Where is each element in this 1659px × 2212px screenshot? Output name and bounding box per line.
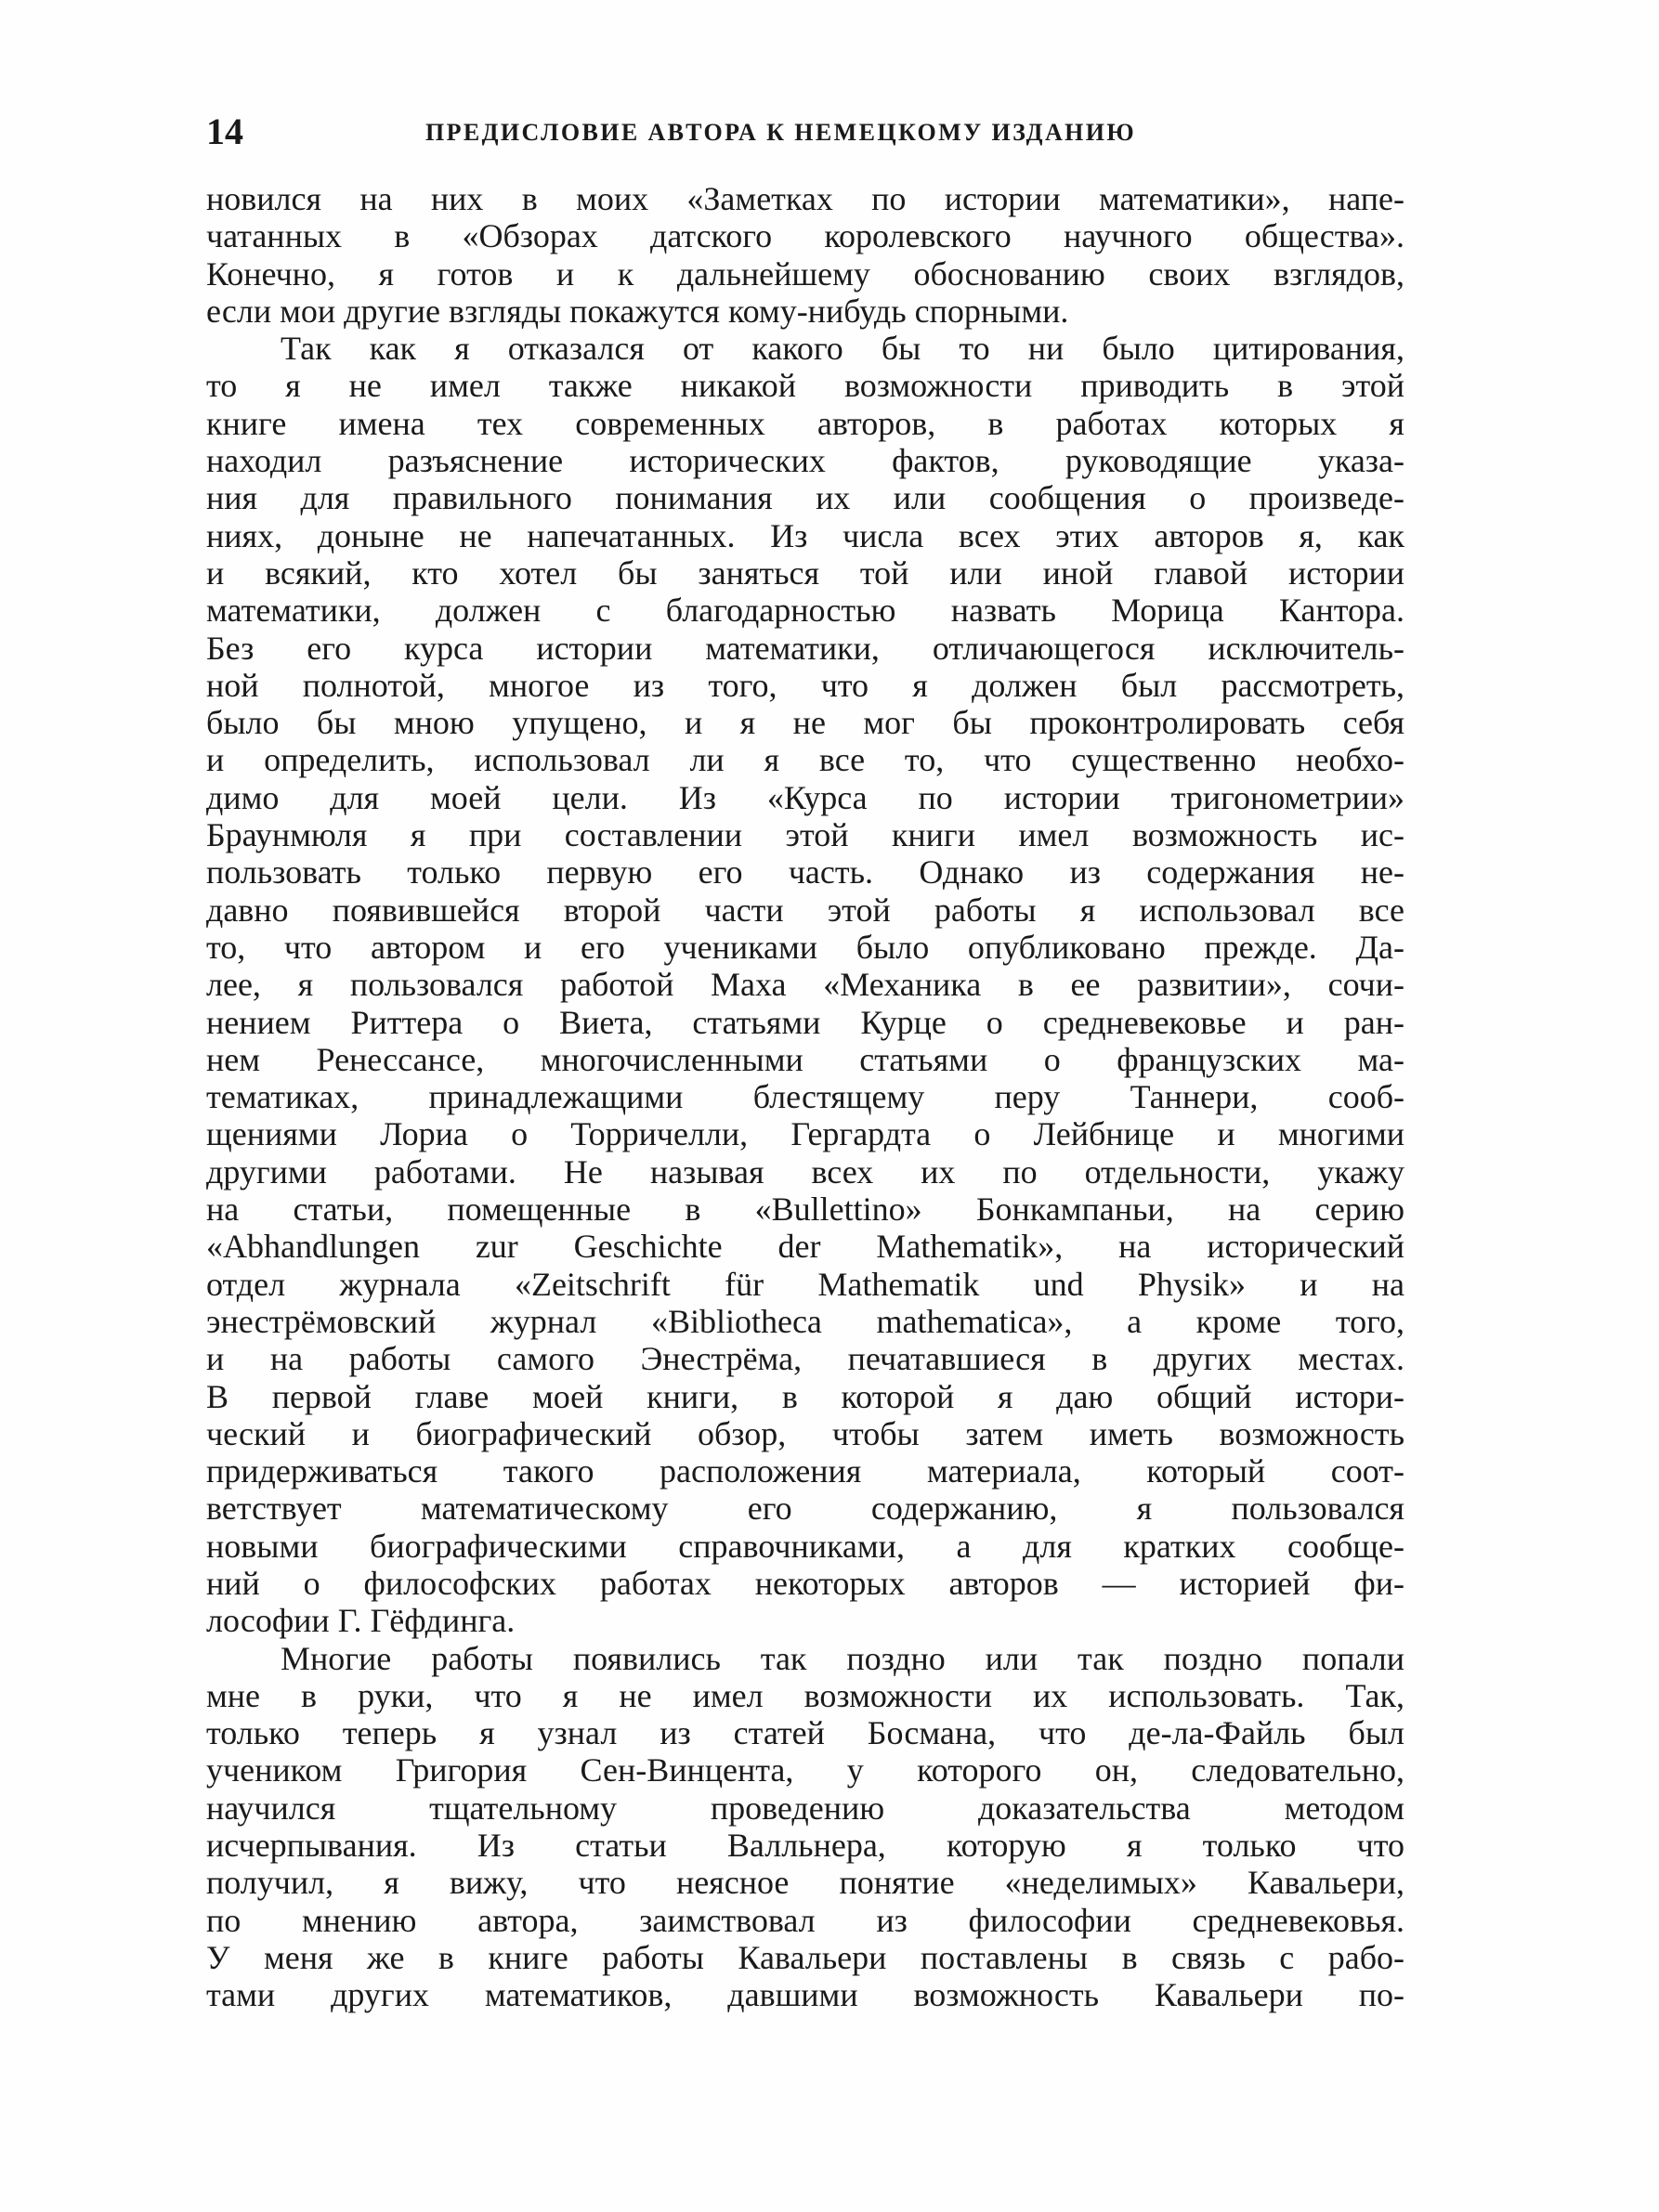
text-line: придерживаться такого расположения материала, который соот- — [206, 1452, 1404, 1490]
text-line: Без его курса истории математики, отличающегося исключитель- — [206, 629, 1404, 667]
text-line: и всякий, кто хотел бы заняться той или иной главой истории — [206, 553, 1404, 592]
text-line: давно появившейся второй части этой работы я использовал все — [206, 891, 1404, 929]
text-line: ния для правильного понимания их или сообщения о произведе- — [206, 479, 1404, 517]
text-line: лее, я пользовался работой Маха «Механика в ее развитии», сочи- — [206, 966, 1404, 1004]
text-line: В первой главе моей книги, в которой я даю общий истори- — [206, 1377, 1404, 1415]
text-line: димо для моей цели. Из «Курса по истории тригонометрии» — [206, 778, 1404, 816]
text-line: тами других математиков, давшими возможность Кавальери по- — [206, 1976, 1404, 2014]
text-line: и определить, использовал ли я все то, что существенно необхо- — [206, 741, 1404, 779]
text-line: энестрёмовский журнал «Bibliotheca mathematica», а кроме того, — [206, 1302, 1404, 1340]
text-line: другими работами. Не называя всех их по отдельности, укажу — [206, 1152, 1404, 1191]
text-line: Так как я отказался от какого бы то ни было цитирования, — [281, 330, 1404, 368]
text-line: Конечно, я готов и к дальнейшему обоснованию своих взглядов, — [206, 254, 1404, 293]
text-line: чатанных в «Обзорах датского королевского научного общества». — [206, 217, 1404, 255]
text-line: мне в руки, что я не имел возможности их использовать. Так, — [206, 1676, 1404, 1714]
text-line: на статьи, помещенные в «Bullettino» Бонкампаньи, на серию — [206, 1191, 1404, 1229]
text-line: то я не имел также никакой возможности приводить в этой — [206, 367, 1404, 405]
text-line: Браунмюля я при составлении этой книги имел возможность ис- — [206, 816, 1404, 854]
text-line: Многие работы появились так поздно или так поздно попали — [281, 1639, 1404, 1677]
text-line: учеником Григория Сен-Винцента, у которого он, следовательно, — [206, 1751, 1404, 1789]
text-line: ной полнотой, многое из того, что я должен был рассмотреть, — [206, 666, 1404, 704]
page-header — [206, 104, 1404, 160]
text-line: тематиках, принадлежащими блестящему перу Таннери, сооб- — [206, 1078, 1404, 1116]
text-line: ний о философских работах некоторых авторов — историей фи- — [206, 1564, 1404, 1602]
text-line: по мнению автора, заимствовал из философии средневековья. — [206, 1901, 1404, 1939]
text-line: и на работы самого Энестрёма, печатавшиеся в других местах. — [206, 1340, 1404, 1378]
text-line: научился тщательному проведению доказательства методом — [206, 1789, 1404, 1827]
text-line: отдел журнала «Zeitschrift für Mathematik und Physik» и на — [206, 1265, 1404, 1303]
text-line: математики, должен с благодарностью назвать Морица Кантора. — [206, 592, 1404, 630]
text-line: получил, я вижу, что неясное понятие «неделимых» Кавальери, — [206, 1864, 1404, 1902]
text-line: щениями Лориа о Торричелли, Гергардта о Лейбнице и многими — [206, 1115, 1404, 1153]
text-line: «Abhandlungen zur Geschichte der Mathematik», на исторический — [206, 1228, 1404, 1266]
text-line: нением Риттера о Виета, статьями Курце о средневековье и ран- — [206, 1003, 1404, 1041]
text-line: новился на них в моих «Заметках по истории математики», напе- — [206, 180, 1404, 217]
text-line: ческий и биографический обзор, чтобы затем иметь возможность — [206, 1414, 1404, 1452]
body-text — [206, 180, 1404, 2014]
text-line: ниях, доныне не напечатанных. Из числа всех этих авторов я, как — [206, 516, 1404, 554]
text-line: исчерпывания. Из статьи Валльнера, которую я только что — [206, 1827, 1404, 1865]
text-line: если мои другие взгляды покажутся кому-нибудь спорными. — [206, 292, 1069, 330]
text-line: только теперь я узнал из статей Босмана, что де-ла-Файль был — [206, 1714, 1404, 1752]
text-line: пользовать только первую его часть. Однако из содержания не- — [206, 853, 1404, 891]
page-number: 14 — [206, 111, 243, 152]
text-line: было бы мною упущено, и я не мог бы проконтролировать себя — [206, 704, 1404, 742]
text-line: находил разъяснение исторических фактов, руководящие указа- — [206, 442, 1404, 480]
running-head: ПРЕДИСЛОВИЕ АВТОРА К НЕМЕЦКОМУ ИЗДАНИЮ — [425, 119, 1137, 146]
text-line: лософии Г. Гёфдинга. — [206, 1602, 516, 1640]
text-line: книге имена тех современных авторов, в работах которых я — [206, 404, 1404, 442]
text-line: ветствует математическому его содержанию, я пользовался — [206, 1490, 1404, 1528]
text-line: новыми биографическими справочниками, а для кратких сообще- — [206, 1527, 1404, 1565]
text-line: У меня же в книге работы Кавальери поставлены в связь с рабо- — [206, 1938, 1404, 1976]
text-line: то, что автором и его учениками было опубликовано прежде. Да- — [206, 928, 1404, 966]
text-line: нем Ренессансе, многочисленными статьями о французских ма- — [206, 1040, 1404, 1078]
